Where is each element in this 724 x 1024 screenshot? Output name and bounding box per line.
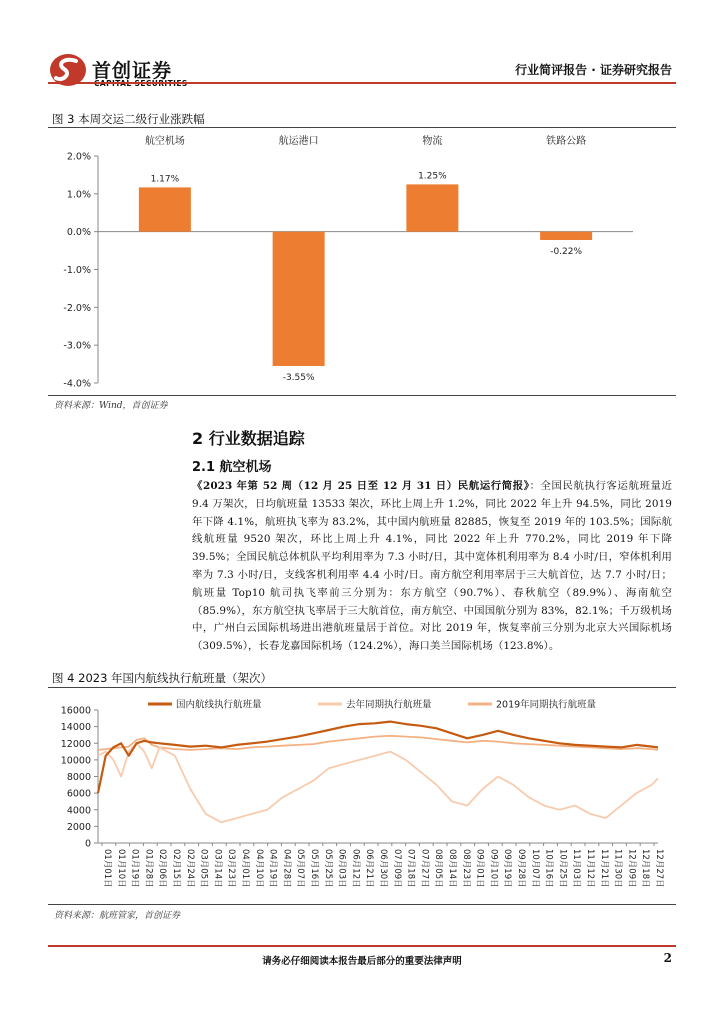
- line-x-tick-label: 05月07日: [295, 849, 306, 888]
- bar-y-tick-label: -3.0%: [63, 340, 91, 352]
- bar-y-tick-label: 0.0%: [66, 227, 91, 239]
- bar-category-label: 航运港口: [278, 136, 319, 147]
- line-y-tick-label: 2000: [66, 821, 91, 833]
- line-x-tick-label: 09月19日: [502, 849, 513, 888]
- figure3-source: 资料来源：Wind，首创证券: [54, 401, 168, 411]
- bar-y-axis: [63, 152, 633, 390]
- line-y-tick-label: 12000: [60, 738, 91, 750]
- line-x-tick-label: 12月09日: [626, 849, 637, 888]
- line-x-tick-label: 03月14日: [212, 849, 223, 888]
- line-x-tick-label: 11月30日: [612, 849, 623, 888]
- body-paragraph: [192, 478, 672, 656]
- bar-y-tick-label: -2.0%: [63, 302, 91, 314]
- line-x-tick-label: 09月10日: [488, 849, 499, 888]
- figure4-line-chart: [48, 688, 676, 900]
- legend-label: 去年同期执行航班量: [346, 699, 432, 711]
- line-x-tick-label: 01月10日: [115, 849, 126, 888]
- line-x-tick-label: 01月01日: [102, 849, 112, 888]
- line-x-tick-label: 01月28日: [143, 849, 154, 888]
- line-x-tick-label: 09月01日: [474, 849, 485, 888]
- line-series-2: [98, 736, 658, 750]
- line-x-tick-label: 03月05日: [198, 849, 209, 888]
- line-x-tick-label: 06月21日: [364, 849, 375, 888]
- line-x-tick-label: 07月09日: [391, 849, 402, 888]
- line-x-tick-label: 07月27日: [419, 849, 430, 888]
- line-x-tick-label: 11月12日: [585, 849, 595, 888]
- line-series-0: [98, 722, 658, 794]
- line-x-tick-label: 08月23日: [460, 849, 471, 888]
- page-number: 2: [663, 951, 672, 965]
- section-heading: 2 行业数据追踪: [192, 429, 305, 448]
- line-x-tick-label: 02月15日: [171, 849, 181, 888]
- bar-value-label: 1.25%: [418, 171, 447, 182]
- line-x-tick-label: 06月12日: [350, 849, 361, 888]
- line-x-tick-label: 11月03日: [571, 849, 582, 888]
- bar-value-label: 1.17%: [150, 174, 180, 185]
- line-y-tick-label: 10000: [60, 755, 91, 767]
- line-x-tick-label: 02月24日: [184, 849, 195, 888]
- figure3-bottom-rule: [48, 395, 676, 396]
- line-x-tick-label: 02月06日: [157, 849, 168, 888]
- logo-text-cn: 首创证券: [92, 60, 173, 82]
- line-x-tick-label: 05月16日: [309, 849, 319, 888]
- line-x-tick-label: 04月28日: [281, 849, 292, 888]
- line-y-tick-label: 4000: [66, 805, 91, 817]
- bar: [273, 232, 325, 366]
- bar-y-tick-label: -1.0%: [63, 265, 91, 276]
- footer-divider: [48, 945, 676, 947]
- subsection-heading: 2.1 航空机场: [192, 460, 272, 475]
- paragraph-text: ：全国民航执行客运航班量近 9.4 万架次，日均航班量 13533 架次，环比上周上升 1.2%，同比 2022 年上升 94.5%，同比 2019 年下降 4.1%，航班执飞率为 83.2%，其中国内航班量 82885，恢复至 2019 年的 103.5%；国际航线航班量 9520 架次，环比上周上升 4.1%，同比 2022 年上升 770.2%，同比 2019 年下降 39.5%；全国民航总体机队平均利用率为 7.3 小时/日，其中宽体机利用率为 8.4 小时/日，窄体机利用率为 7.3 小时/日，支线客机利用率 4.4 小时/日。南方航空利用率居于三大航首位，达 7.7 小时/日；航班量 Top10 航司执飞率前三分别为：东方航空（90.7%）、春秋航空（89.9%）、海南航空（85.9%），东方航空执飞率居于三大航首位，南方航空、中国国航分别为 83%，82.1%；千万级机场中，广州白云国际机场进出港航班量居于首位。对比 2019 年，恢复率前三分别为北京大兴国际机场（309.5%），长春龙嘉国际机场（124.2%），海口美兰国际机场（123.8%）。: [192, 480, 672, 653]
- bar: [406, 184, 458, 231]
- line-x-tick-label: 12月18日: [640, 849, 651, 888]
- figure4-source: 资料来源：航班管家，首创证券: [54, 911, 181, 921]
- line-y-tick-label: 0: [84, 838, 91, 850]
- figure3-bar-chart: [48, 128, 676, 394]
- line-x-tick-label: 04月19日: [267, 849, 278, 888]
- line-x-tick-label: 05月25日: [322, 849, 333, 888]
- line-x-tick-label: 01月19日: [129, 849, 140, 888]
- line-x-tick-label: 04月10日: [253, 849, 264, 888]
- footer-disclaimer: 请务必仔细阅读本报告最后部分的重要法律声明: [262, 956, 462, 967]
- report-type: 行业简评报告 · 证券研究报告: [515, 63, 672, 77]
- legend-label: 国内航线执行航班量: [176, 699, 262, 711]
- bar-value-label: -3.55%: [282, 372, 315, 383]
- line-x-tick-label: 09月28日: [516, 849, 526, 888]
- bar: [139, 187, 191, 231]
- line-x-tick-label: 06月30日: [378, 849, 388, 888]
- line-series-1: [98, 743, 658, 822]
- line-x-tick-label: 08月14日: [447, 849, 457, 888]
- figure4-bottom-rule: [48, 904, 676, 905]
- bar-y-tick-label: 2.0%: [66, 151, 91, 163]
- line-x-tick-label: 07月18日: [405, 849, 416, 888]
- line-x-tick-label: 03月23日: [226, 849, 237, 888]
- line-y-tick-label: 6000: [66, 788, 91, 800]
- company-logo: [48, 52, 198, 92]
- line-x-tick-label: 08月05日: [433, 849, 444, 888]
- line-x-tick-label: 04月01日: [240, 849, 250, 888]
- line-legend: [148, 699, 597, 711]
- line-series: [98, 722, 658, 823]
- paragraph-bold-lead: 《2023 年第 52 周（12 月 25 日至 12 月 31 日）民航运行简报》: [192, 480, 530, 492]
- line-x-tick-label: 10月16日: [543, 849, 554, 888]
- bar-y-tick-label: -4.0%: [63, 378, 91, 390]
- line-y-tick-label: 16000: [60, 705, 91, 717]
- bar-value-label: -0.22%: [550, 246, 583, 257]
- line-x-tick-label: 10月07日: [529, 849, 540, 888]
- bar-y-tick-label: 1.0%: [66, 189, 91, 201]
- bar-category-label: 铁路公路: [546, 136, 587, 147]
- figure3-title: 图 3 本周交运二级行业涨跌幅: [52, 112, 205, 126]
- header-divider: [48, 82, 676, 84]
- line-y-axis: [61, 706, 98, 850]
- bar-category-label: 航空机场: [144, 136, 185, 147]
- line-x-tick-label: 12月27日: [654, 849, 664, 888]
- figure4-title: 图 4 2023 年国内航线执行航班量（架次）: [52, 671, 273, 685]
- line-y-tick-label: 14000: [60, 722, 91, 734]
- line-y-tick-label: 8000: [66, 772, 91, 783]
- bar-category-label: 物流: [422, 136, 443, 147]
- line-x-tick-label: 11月21日: [598, 849, 609, 888]
- line-x-tick-label: 06月03日: [336, 849, 347, 888]
- bar-marks: [139, 134, 592, 383]
- bar: [540, 232, 592, 240]
- line-x-axis: [98, 843, 664, 888]
- legend-label: 2019年同期执行航班量: [496, 699, 597, 711]
- line-x-tick-label: 10月25日: [557, 849, 568, 888]
